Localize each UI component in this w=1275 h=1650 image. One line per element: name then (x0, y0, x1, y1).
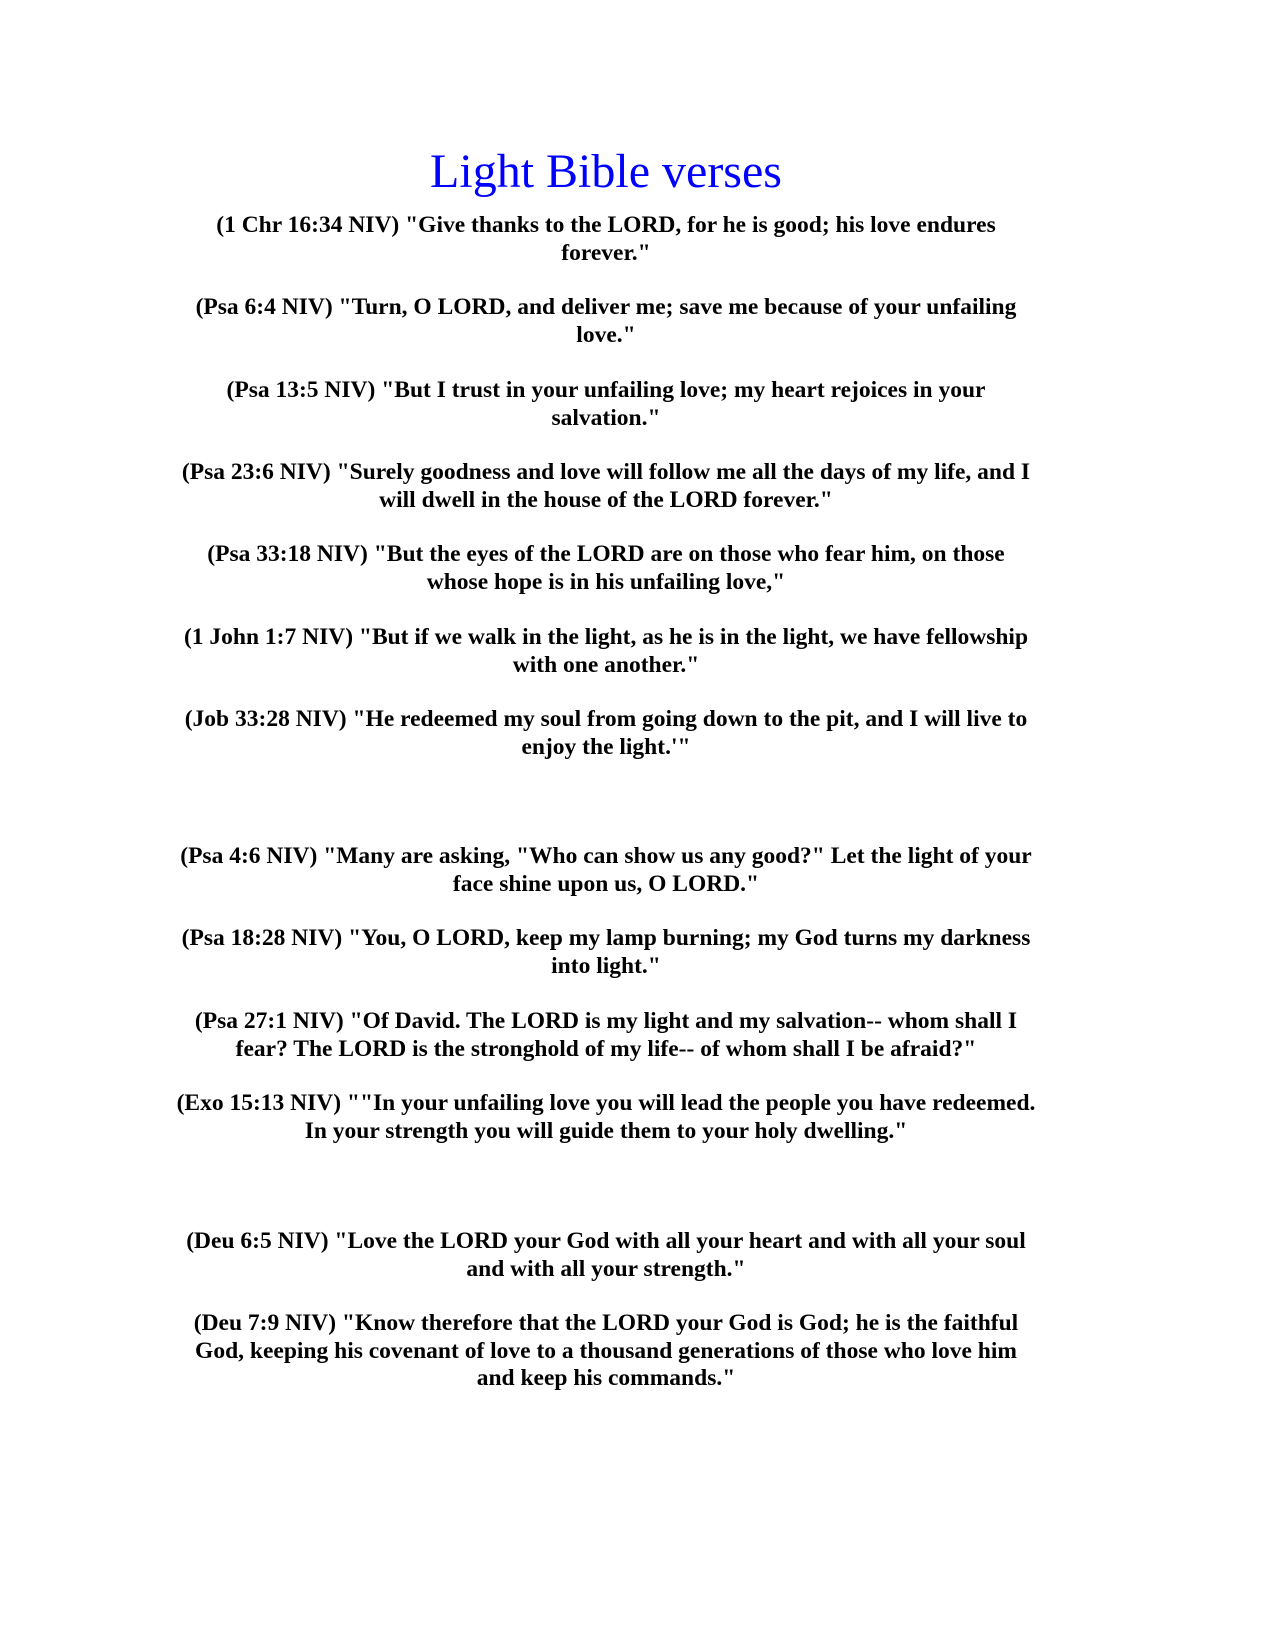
verse-11: (Exo 15:13 NIV) ""In your unfailing love you will lead the people you have redeemed. In your strength you will guide them to your holy dwelling." (176, 1090, 1036, 1144)
verse-1: (1 Chr 16:34 NIV) "Give thanks to the LORD, for he is good; his love endures forever." (216, 212, 996, 266)
verse-5: (Psa 33:18 NIV) "But the eyes of the LORD are on those who fear him, on those whose hope is in his unfailing love," (207, 541, 1005, 595)
verse-12: (Deu 6:5 NIV) "Love the LORD your God with all your heart and with all your soul and with all your strength." (186, 1228, 1026, 1282)
verse-6: (1 John 1:7 NIV) "But if we walk in the light, as he is in the light, we have fellowship with one another." (183, 624, 1029, 678)
verse-13: (Deu 7:9 NIV) "Know therefore that the LORD your God is God; he is the faithful God, keeping his covenant of love to a thousand generations of those who love him and keep his commands." (193, 1310, 1019, 1391)
verse-2: (Psa 6:4 NIV) "Turn, O LORD, and deliver me; save me because of your unfailing love." (195, 294, 1017, 348)
verse-4: (Psa 23:6 NIV) "Surely goodness and love will follow me all the days of my life, and I will dwell in the house of the LORD forever." (181, 459, 1031, 513)
page-title: Light Bible verses (430, 145, 782, 198)
verse-8: (Psa 4:6 NIV) "Many are asking, "Who can show us any good?" Let the light of your face shine upon us, O LORD." (180, 843, 1032, 897)
verse-3: (Psa 13:5 NIV) "But I trust in your unfailing love; my heart rejoices in your salvation." (226, 377, 986, 431)
verse-10: (Psa 27:1 NIV) "Of David. The LORD is my light and my salvation-- whom shall I fear? The LORD is the stronghold of my life-- of whom shall I be afraid?" (194, 1008, 1018, 1062)
verse-7: (Job 33:28 NIV) "He redeemed my soul from going down to the pit, and I will live to enjoy the light.'" (184, 706, 1028, 760)
verse-9: (Psa 18:28 NIV) "You, O LORD, keep my lamp burning; my God turns my darkness into light." (181, 925, 1031, 979)
